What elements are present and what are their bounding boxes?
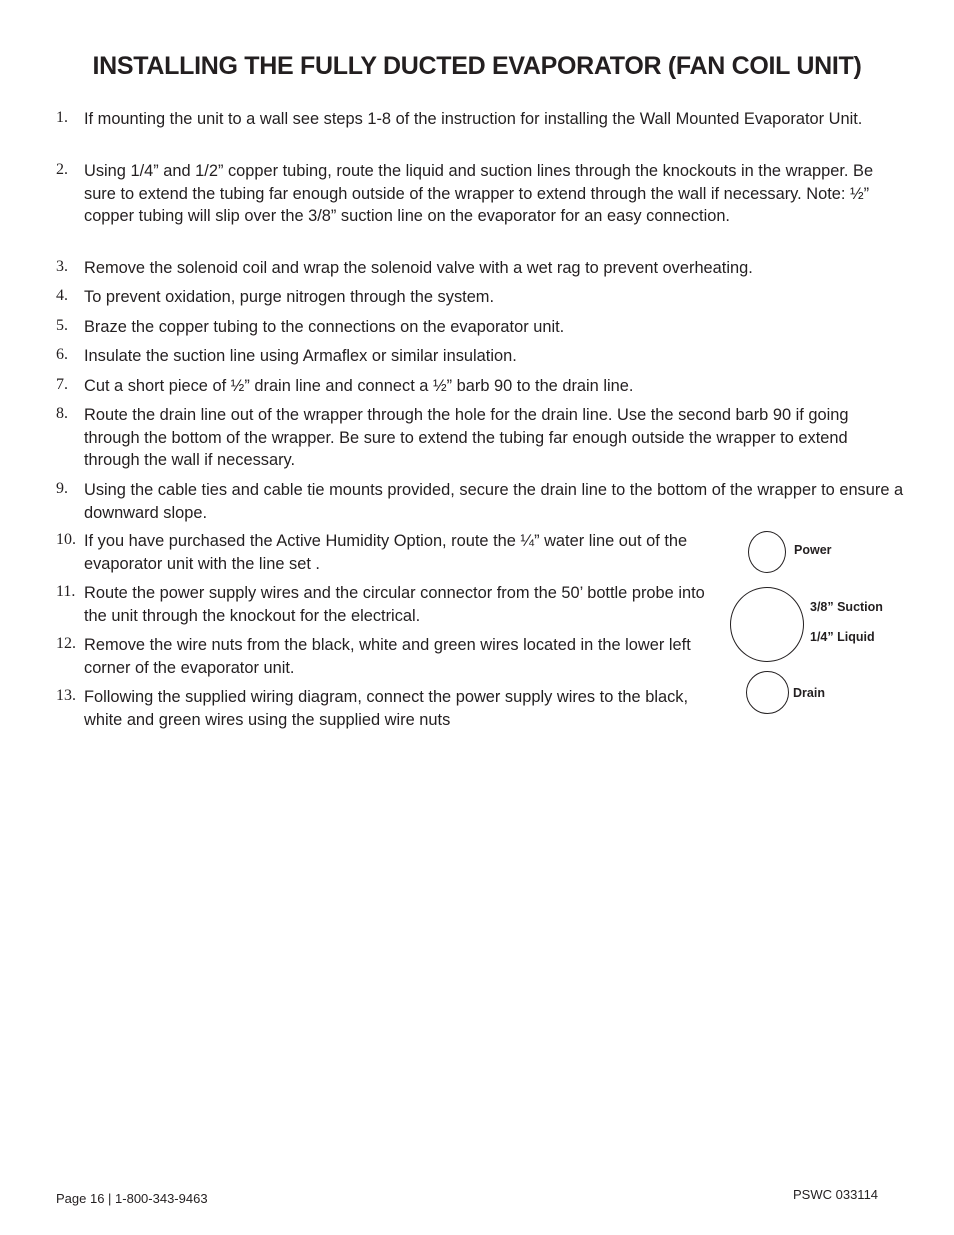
footer-doc-code: PSWC 033114 bbox=[793, 1187, 879, 1202]
power-label: Power bbox=[794, 543, 832, 557]
step-text: Route the power supply wires and the circular connector from the 50’ bottle probe into the unit through the knockout for the electrical. bbox=[84, 584, 705, 625]
suction-label: 3/8” Suction bbox=[810, 600, 883, 614]
step-text: Remove the solenoid coil and wrap the solenoid valve with a wet rag to prevent overheating. bbox=[84, 259, 753, 277]
line-set-knockout-circle bbox=[730, 587, 804, 662]
step-text: If you have purchased the Active Humidity Option, route the ¼” water line out of the evaporator unit with the line set . bbox=[84, 532, 688, 573]
step-number: 7. bbox=[56, 376, 68, 393]
liquid-label: 1/4” Liquid bbox=[810, 630, 875, 644]
knockout-diagram bbox=[725, 525, 905, 725]
step-number: 9. bbox=[56, 480, 68, 497]
step-text: Route the drain line out of the wrapper through the hole for the drain line. Use the second barb 90 if going through the bottom of the wrapper. Be sure to extend the tubing far enough outside the wrapper to extend through the wall if necessary. bbox=[84, 406, 849, 469]
step-number: 4. bbox=[56, 287, 68, 304]
step-text: If mounting the unit to a wall see steps 1-8 of the instruction for installing the Wall Mounted Evaporator Unit. bbox=[84, 110, 863, 128]
step-text: Using 1/4” and 1/2” copper tubing, route the liquid and suction lines through the knockouts in the wrapper. Be sure to extend the tubing far enough outside of the wrapper to extend through the wall if necessary. Note: ½” copper tubing will slip over the 3/8” suction line on the evaporator for an easy connection. bbox=[84, 162, 874, 225]
page-title: INSTALLING THE FULLY DUCTED EVAPORATOR (FAN COIL UNIT) bbox=[92, 52, 862, 80]
step-text: Remove the wire nuts from the black, white and green wires located in the lower left corner of the evaporator unit. bbox=[84, 636, 691, 677]
step-text: Insulate the suction line using Armaflex or similar insulation. bbox=[84, 347, 517, 365]
step-number: 5. bbox=[56, 317, 68, 334]
step-number: 11. bbox=[56, 583, 76, 600]
step-number: 6. bbox=[56, 346, 68, 363]
step-text: To prevent oxidation, purge nitrogen through the system. bbox=[84, 288, 495, 306]
step-text: Braze the copper tubing to the connections on the evaporator unit. bbox=[84, 318, 565, 336]
step-number: 2. bbox=[56, 161, 68, 178]
power-knockout-circle bbox=[748, 531, 786, 573]
step-number: 3. bbox=[56, 258, 68, 275]
step-text: Using the cable ties and cable tie mounts provided, secure the drain line to the bottom of the wrapper to ensure a downward slope. bbox=[84, 481, 904, 522]
step-number: 13. bbox=[56, 687, 76, 704]
drain-label: Drain bbox=[793, 686, 825, 700]
step-number: 1. bbox=[56, 109, 68, 126]
step-text: Following the supplied wiring diagram, connect the power supply wires to the black, white and green wires using the supplied wire nuts bbox=[84, 688, 689, 729]
drain-knockout-circle bbox=[746, 671, 789, 714]
step-number: 12. bbox=[56, 635, 76, 652]
step-number: 8. bbox=[56, 405, 68, 422]
footer-page-info: Page 16 | 1-800-343-9463 bbox=[56, 1191, 208, 1206]
step-number: 10. bbox=[56, 531, 76, 548]
step-text: Cut a short piece of ½” drain line and connect a ½” barb 90 to the drain line. bbox=[84, 377, 634, 395]
